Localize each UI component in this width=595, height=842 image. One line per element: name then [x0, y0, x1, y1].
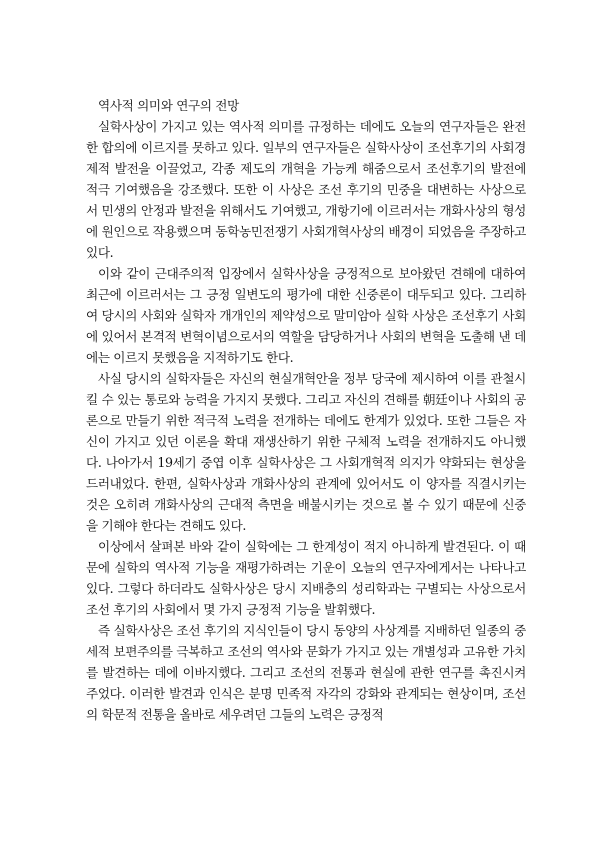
paragraph-5: 즉 실학사상은 조선 후기의 지식인들이 당시 동양의 사상계를 지배하던 일종의 중세적 보편주의를 극복하고 조선의 역사와 문화가 가지고 있는 개별성과 고유한 가치를 발견하는 데에 이바지했다. 그리고 조선의 전통과 현실에 관한 연구를 촉진시켜 주었다. 이러한 발견과 인식은 분명 민족적 자각의 강화와 관계되는 현상이며, 조선의 학문적 전통을 올바로 세우려던 그들의 노력은 긍정적 [86, 623, 526, 722]
section-heading: 역사적 의미와 연구의 전망 [98, 98, 239, 113]
body-text [86, 95, 526, 725]
paragraph-4: 이상에서 살펴본 바와 같이 실학에는 그 한계성이 적지 아니하게 발견된다. 이 때문에 실학의 역사적 기능을 재평가하려는 기운이 오늘의 연구자에게서는 나타나고 있다. 그렇다 하더라도 실학사상은 당시 지배층의 성리학과는 구별되는 사상으로서 조선 후기의 사회에서 몇 가지 긍정적 기능을 발휘했다. [86, 539, 526, 617]
paragraph-1: 실학사상이 가지고 있는 역사적 의미를 규정하는 데에도 오늘의 연구자들은 완전한 합의에 이르지를 못하고 있다. 일부의 연구자들은 실학사상이 조선후기의 사회경제적 발전을 이끌었고, 각종 제도의 개혁을 가능케 해줌으로서 조선후기의 발전에 적극 기여했음을 강조했다. 또한 이 사상은 조선 후기의 민중을 대변하는 사상으로서 민생의 안정과 발전을 위해서도 기여했고, 개항기에 이르러서는 개화사상의 형성에 원인으로 작용했으며 동학농민전쟁기 사회개혁사상의 배경이 되었음을 주장하고 있다. [86, 119, 526, 260]
paragraph-2: 이와 같이 근대주의적 입장에서 실학사상을 긍정적으로 보아왔던 견해에 대하여 최근에 이르러서는 그 긍정 일변도의 평가에 대한 신중론이 대두되고 있다. 그리하여 당시의 사회와 실학자 개개인의 제약성으로 말미암아 실학 사상은 조선후기 사회에 있어서 본격적 변혁이념으로서의 역할을 담당하거나 사회의 변혁을 도출해 낸 데에는 이르지 못했음을 지적하기도 한다. [86, 266, 526, 365]
paragraph-3: 사실 당시의 실학자들은 자신의 현실개혁안을 정부 당국에 제시하여 이를 관철시킬 수 있는 통로와 능력을 가지지 못했다. 그리고 자신의 견해를 朝廷이나 사회의 공론으로 만들기 위한 적극적 노력을 전개하는 데에도 한계가 있었다. 또한 그들은 자신이 가지고 있던 이론을 확대 재생산하기 위한 구체적 노력을 전개하지도 아니했다. 나아가서 19세기 중엽 이후 실학사상은 그 사회개혁적 의지가 약화되는 현상을 드러내었다. 한편, 실학사상과 개화사상의 관계에 있어서도 이 양자를 직결시키는 것은 오히려 개화사상의 근대적 측면을 배불시키는 것으로 볼 수 있기 때문에 신중을 기해야 한다는 견해도 있다. [86, 371, 526, 533]
